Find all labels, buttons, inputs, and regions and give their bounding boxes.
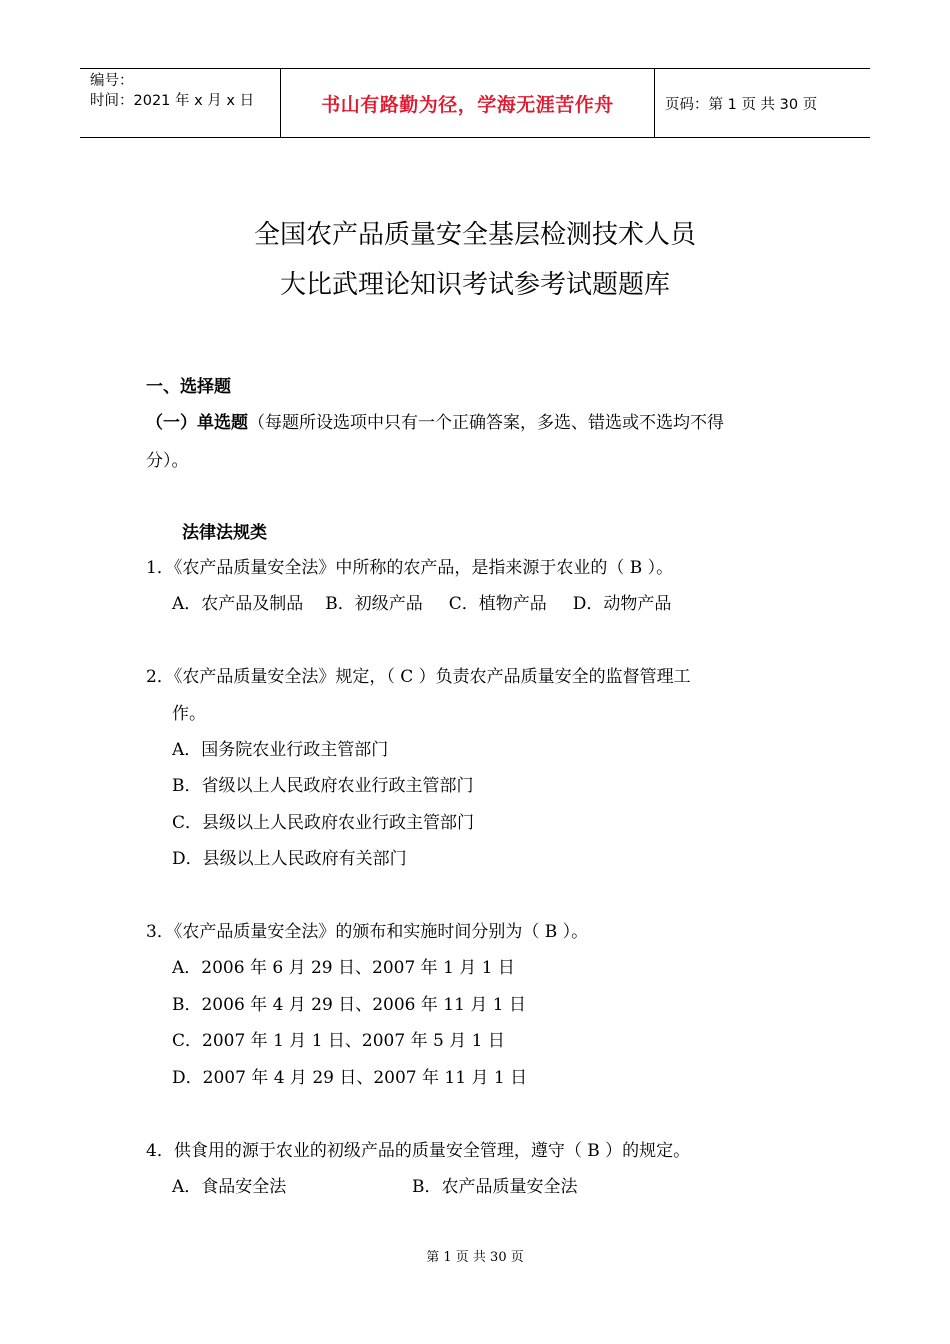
question-1-options [172,593,671,615]
subheading-note-cont: 分）。 [146,451,189,471]
option: C．县级以上人民政府农业行政主管部门 [172,813,475,833]
question-3-stem: 3．《农产品质量安全法》的颁布和实施时间分别为（ B ）。 [146,922,589,942]
header-page-info: 页码：第 1 页 共 30 页 [665,96,818,113]
option: C．2007 年 1 月 1 日、2007 年 5 月 1 日 [172,1031,505,1051]
page-header [80,68,870,138]
question-4-option-a: A．食品安全法 [172,1177,287,1197]
page-footer: 第 1 页 共 30 页 [426,1250,524,1265]
header-meta [80,69,281,137]
question-4-stem: 4．供食用的源于农业的初级产品的质量安全管理，遵守（ B ）的规定。 [146,1141,691,1161]
question-4-option-b: B．农产品质量安全法 [412,1177,578,1197]
option: B．2006 年 4 月 29 日、2006 年 11 月 1 日 [172,995,526,1015]
header-number: 编号： [90,73,134,89]
option: D．县级以上人民政府有关部门 [172,849,407,869]
option: B．初级产品 [325,594,423,614]
doc-title-line2: 大比武理论知识考试参考试题题库 [279,270,670,300]
option: A．2006 年 6 月 29 日、2007 年 1 月 1 日 [172,958,515,978]
question-1-stem: 1．《农产品质量安全法》中所称的农产品，是指来源于农业的（ B ）。 [146,558,674,578]
section-heading: 一、选择题 [146,377,231,397]
option: D．动物产品 [572,594,672,614]
option: A．国务院农业行政主管部门 [172,740,389,760]
section-subheading [146,412,724,434]
header-time: 时间：2021 年 x 月 x 日 [90,93,255,109]
category-label: 法律法规类 [182,523,267,543]
question-2-stem-cont: 作。 [172,704,206,724]
option: A．农产品及制品 [172,594,304,614]
subheading-bold: （一）单选题 [146,413,248,433]
subheading-note: （每题所设选项中只有一个正确答案，多选、错选或不选均不得 [248,413,724,433]
option: D．2007 年 4 月 29 日、2007 年 11 月 1 日 [172,1068,528,1088]
header-motto: 书山有路勤为径，学海无涯苦作舟 [281,69,655,137]
option: C．植物产品 [448,594,547,614]
question-2-stem: 2．《农产品质量安全法》规定，（ C ）负责农产品质量安全的监督管理工 [146,667,691,687]
doc-title-line1: 全国农产品质量安全基层检测技术人员 [253,220,696,250]
option: B．省级以上人民政府农业行政主管部门 [172,776,474,796]
